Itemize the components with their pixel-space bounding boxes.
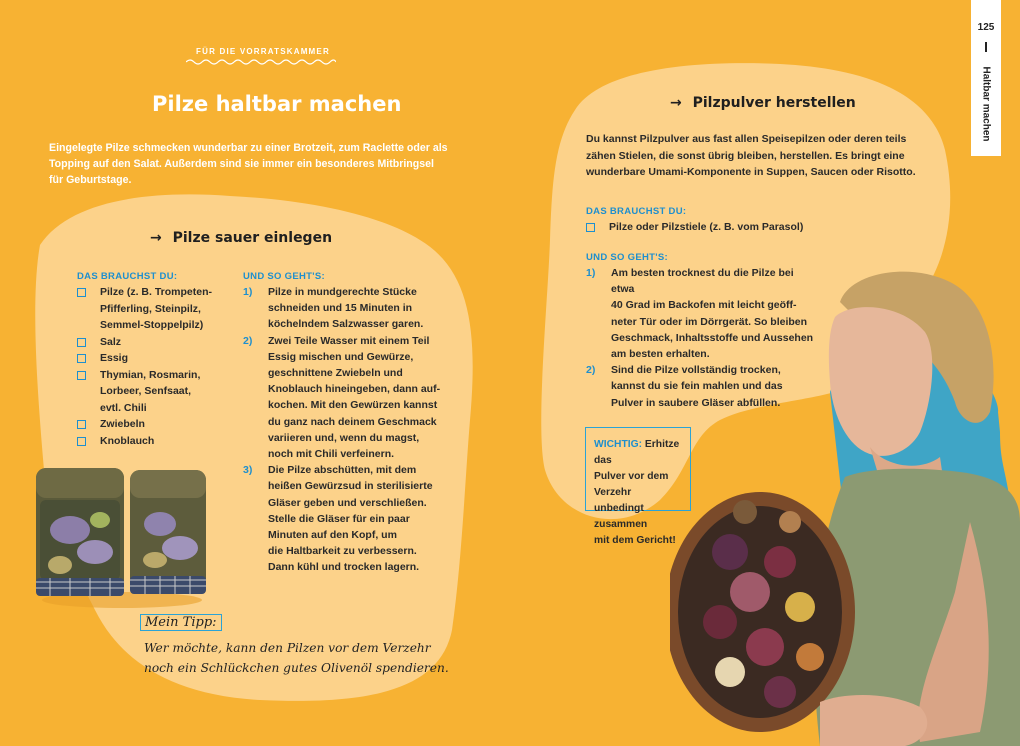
step-number: 1)	[586, 267, 596, 279]
left-recipe-heading: → Pilze sauer einlegen	[150, 230, 333, 246]
ingredient-text: Salz	[100, 335, 122, 348]
ingredient-text: Semmel-Stoppelpilz)	[100, 319, 204, 331]
arrow-right-icon: →	[670, 95, 682, 111]
section-kicker: FÜR DIE VORRATSKAMMER	[196, 47, 330, 56]
step-text: am besten erhalten.	[611, 348, 710, 361]
steps-label: UND SO GEHT'S:	[586, 252, 668, 263]
ingredients-label: DAS BRAUCHST DU:	[77, 271, 178, 282]
ingredient-text: Thymian, Rosmarin,	[100, 368, 201, 381]
ingredient-item	[77, 334, 237, 351]
intro-line: zähen Stielen, die sonst übrig bleiben, herstellen. Es bringt eine	[586, 149, 905, 162]
ingredients-label: DAS BRAUCHST DU:	[586, 206, 687, 217]
right-recipe-intro	[586, 131, 926, 181]
wave-divider	[186, 58, 336, 66]
ingredient-text: Essig	[100, 352, 129, 364]
step-text: Knoblauch hineingeben, dann auf-	[268, 383, 441, 396]
step-text: Stelle die Gläser für ein paar	[268, 512, 410, 525]
ingredients-list	[586, 219, 886, 236]
step-text: du ganz nach deinem Geschmack	[268, 415, 437, 428]
pickled-mushroom-jars-photo	[30, 460, 215, 610]
steps-list	[243, 284, 443, 576]
step-number: 3)	[243, 464, 253, 477]
step-text: Zwei Teile Wasser mit einem Teil	[268, 334, 430, 347]
intro-line: Du kannst Pilzpulver aus fast allen Speisepilzen oder deren teils	[586, 133, 907, 145]
intro-text: Eingelegte Pilze schmecken wunderbar zu einer Brotzeit, zum Raclette oder als Topping auf den Salat. Außerdem sind sie immer ein besonderes Mitbringsel für Geburtstage.	[49, 142, 448, 186]
checkbox-icon	[77, 288, 86, 297]
page-number: 125	[977, 22, 995, 33]
step-item	[243, 284, 443, 333]
step-number: 1)	[243, 286, 253, 298]
my-tip-text: Wer möchte, kann den Pilzen vor dem Verzehr noch ein Schlückchen gutes Olivenöl spendieren.	[144, 641, 449, 675]
ingredient-text: Pilze (z. B. Trompeten-	[100, 286, 213, 298]
step-item	[243, 333, 443, 463]
step-text: Die Pilze abschütten, mit dem	[268, 464, 417, 477]
ingredient-text: evtl. Chili	[100, 401, 147, 414]
ingredient-item	[77, 350, 237, 367]
step-text: neter Tür oder im Dörrgerät. So bleiben	[611, 315, 808, 328]
step-text: kannst du sie fein mahlen und das	[611, 380, 783, 393]
step-text: die Haltbarkeit zu verbessern.	[268, 545, 417, 558]
step-text: Geschmack, Inhaltsstoffe und Aussehen	[611, 331, 814, 344]
ingredient-item	[77, 367, 237, 417]
warning-label: WICHTIG:	[594, 439, 643, 450]
ingredient-item	[77, 284, 237, 334]
page-title: Pilze haltbar machen	[152, 92, 402, 116]
checkbox-icon	[77, 371, 86, 380]
step-text: Sind die Pilze vollständig trocken,	[611, 364, 781, 377]
checkbox-icon	[77, 338, 86, 347]
ingredient-text: Knoblauch	[100, 434, 155, 447]
arrow-right-icon: →	[150, 230, 162, 246]
step-text: Gläser geben und verschließen.	[268, 496, 427, 509]
page-divider	[985, 42, 987, 52]
woman-with-mushroom-basket-photo	[670, 262, 1020, 746]
intro-line: wunderbare Umami-Komponente in Suppen, Saucen oder Risotto.	[586, 166, 916, 178]
checkbox-icon	[77, 437, 86, 446]
step-text: schneiden und 15 Minuten in	[268, 302, 413, 315]
step-number: 2)	[586, 364, 596, 377]
my-tip-label: Mein Tipp:	[140, 614, 222, 631]
checkbox-icon	[586, 223, 595, 232]
step-text: köchelndem Salzwasser garen.	[268, 318, 424, 331]
ingredient-item	[77, 416, 237, 433]
ingredient-text: Pfifferling, Steinpilz,	[100, 302, 201, 315]
ingredient-item	[586, 219, 886, 236]
checkbox-icon	[77, 420, 86, 429]
step-text: Minuten auf den Kopf, um	[268, 529, 397, 542]
checkbox-icon	[77, 354, 86, 363]
ingredient-text: Lorbeer, Senfsaat,	[100, 385, 192, 397]
step-text: Pilze in mundgerechte Stücke	[268, 286, 417, 298]
section-title-vertical: Haltbar machen	[980, 66, 992, 142]
step-text: variieren und, wenn du magst,	[268, 431, 420, 444]
step-text: geschnittene Zwiebeln und	[268, 367, 403, 380]
step-text: 40 Grad im Backofen mit leicht geöff-	[611, 299, 797, 312]
step-text: kochen. Mit den Gewürzen kannst	[268, 399, 438, 412]
step-text: noch mit Chili verfeinern.	[268, 448, 395, 461]
step-item	[243, 462, 443, 575]
ingredients-list	[77, 284, 237, 449]
step-text: Essig mischen und Gewürze,	[268, 350, 414, 363]
step-number: 2)	[243, 334, 253, 347]
step-text: heißen Gewürzsud in sterilisierte	[268, 480, 433, 493]
ingredient-item	[77, 433, 237, 450]
warning-box: WICHTIG: Erhitze das Pulver vor dem Verzehr unbedingt zusammen mit dem Gericht!	[585, 427, 691, 511]
ingredient-text: Zwiebeln	[100, 418, 145, 430]
ingredient-text: Pilze oder Pilzstiele (z. B. vom Parasol)	[609, 221, 804, 233]
step-text: Dann kühl und trocken lagern.	[268, 561, 420, 574]
step-text: Pulver in saubere Gläser abfüllen.	[611, 396, 781, 409]
right-recipe-heading: → Pilzpulver herstellen	[670, 95, 856, 111]
step-text: Am besten trocknest du die Pilze bei etwa	[611, 267, 794, 296]
steps-label: UND SO GEHT'S:	[243, 271, 325, 282]
